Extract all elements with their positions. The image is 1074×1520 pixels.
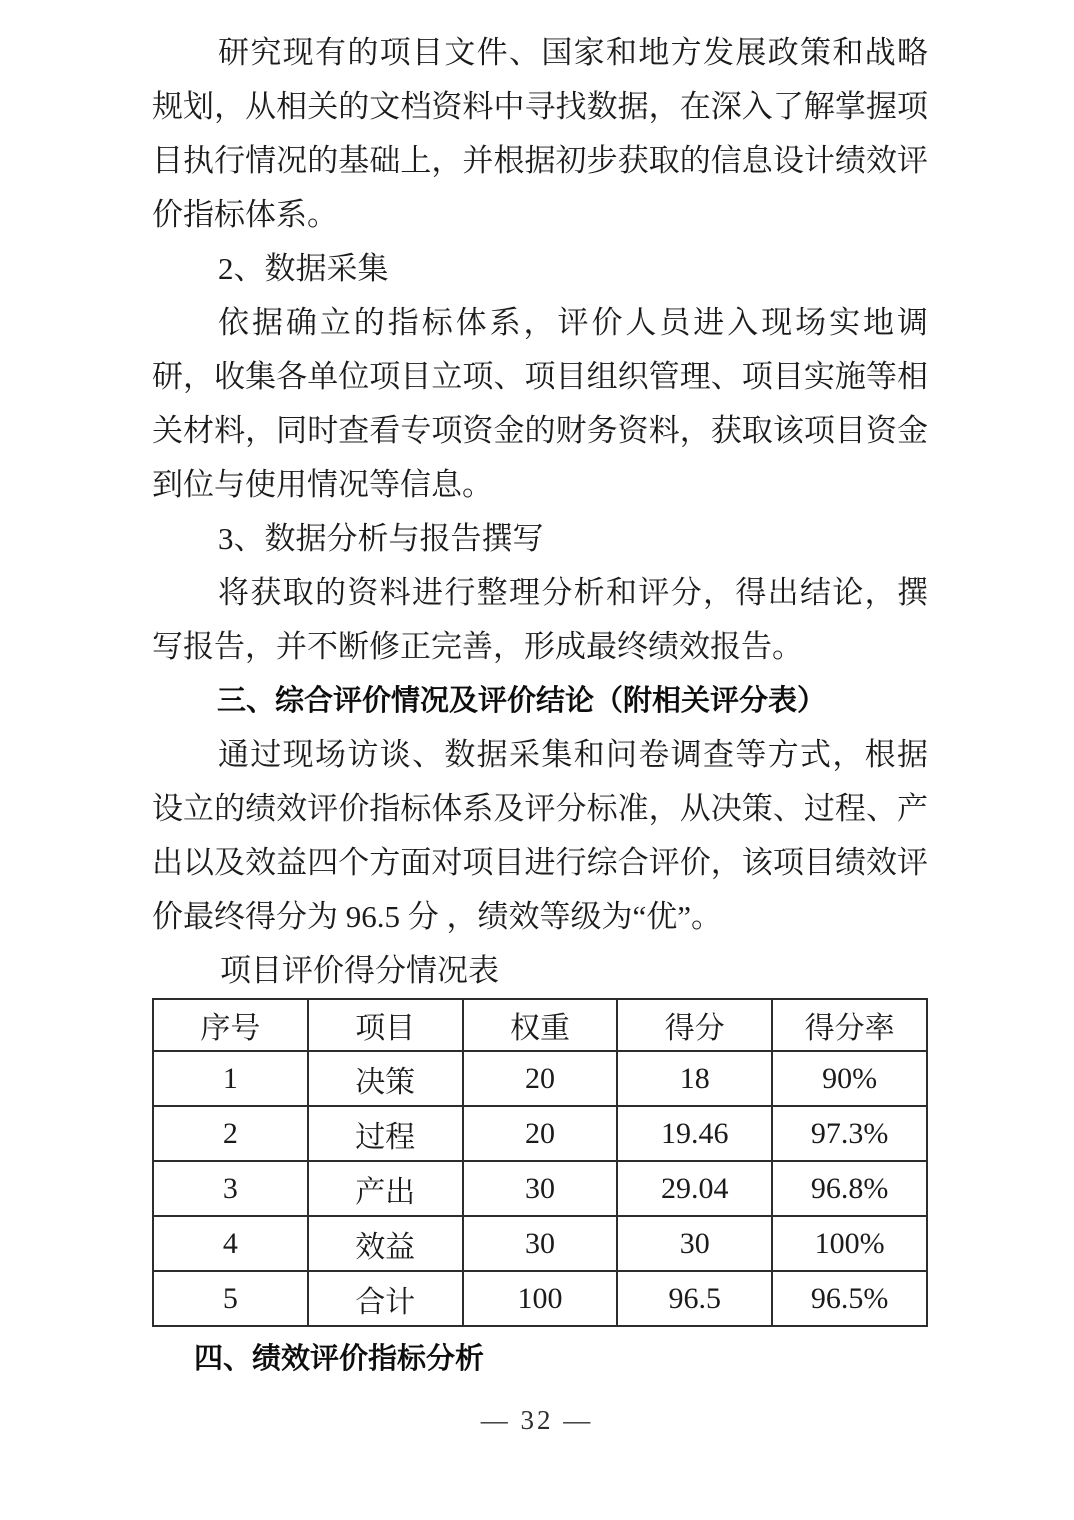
section-4-heading: 四、绩效评价指标分析 [194, 1343, 485, 1375]
page-number: — 32 — [480, 1405, 594, 1435]
table-cell: 97.3% [772, 1106, 927, 1161]
table-cell: 20 [463, 1106, 618, 1161]
table-cell: 4 [153, 1216, 308, 1271]
table-cell: 18 [617, 1051, 772, 1106]
table-cell: 效益 [308, 1216, 463, 1271]
section-3-heading: 三、综合评价情况及评价结论（附相关评分表） [217, 685, 827, 717]
table-row-total [153, 1271, 927, 1326]
table-cell: 30 [463, 1216, 618, 1271]
table-cell: 3 [153, 1161, 308, 1216]
paragraph-evaluation-conclusion: 通过现场访谈、数据采集和问卷调查等方式，根据设立的绩效评价指标体系及评分标准，从决策、过程、产出以及效益四个方面对项目进行综合评价，该项目绩效评价最终得分为 96.5 分 ，绩效等级为“优”。 [152, 737, 928, 934]
table-cell: 100 [463, 1271, 618, 1326]
table-cell: 过程 [308, 1106, 463, 1161]
table-cell: 合计 [308, 1271, 463, 1326]
table-row [153, 1161, 927, 1216]
table-header-cell-weight: 权重 [463, 999, 618, 1051]
paragraph-research-method: 研究现有的项目文件、国家和地方发展政策和战略规划，从相关的文档资料中寻找数据，在深入了解掌握项目执行情况的基础上，并根据初步获取的信息设计绩效评价指标体系。 [152, 35, 928, 232]
score-table-caption: 项目评价得分情况表 [220, 953, 499, 988]
table-cell: 30 [463, 1161, 618, 1216]
table-header-cell-score-rate: 得分率 [772, 999, 927, 1051]
table-header-cell-item: 项目 [308, 999, 463, 1051]
table-cell: 20 [463, 1051, 618, 1106]
table-cell: 29.04 [617, 1161, 772, 1216]
table-header-cell-score: 得分 [617, 999, 772, 1051]
paragraph-data-collection: 依据确立的指标体系，评价人员进入现场实地调研，收集各单位项目立项、项目组织管理、项目实施等相关材料，同时查看专项资金的财务资料，获取该项目资金到位与使用情况等信息。 [152, 305, 928, 502]
table-cell: 决策 [308, 1051, 463, 1106]
table-row [153, 1106, 927, 1161]
paragraph-analysis-report: 将获取的资料进行整理分析和评分，得出结论，撰写报告，并不断修正完善，形成最终绩效报告。 [152, 575, 928, 664]
table-cell: 5 [153, 1271, 308, 1326]
table-header-cell-index: 序号 [153, 999, 308, 1051]
table-cell: 30 [617, 1216, 772, 1271]
table-row [153, 1051, 927, 1106]
step-2-title: 2、数据采集 [218, 251, 389, 286]
table-cell: 2 [153, 1106, 308, 1161]
table-cell: 100% [772, 1216, 927, 1271]
table-cell: 96.5% [772, 1271, 927, 1326]
table-cell: 产出 [308, 1161, 463, 1216]
table-header-row [153, 999, 927, 1051]
table-cell: 1 [153, 1051, 308, 1106]
table-cell: 96.5 [617, 1271, 772, 1326]
table-cell: 96.8% [772, 1161, 927, 1216]
step-3-title: 3、数据分析与报告撰写 [218, 521, 544, 556]
score-table [152, 998, 928, 1327]
table-row [153, 1216, 927, 1271]
table-cell: 90% [772, 1051, 927, 1106]
table-cell: 19.46 [617, 1106, 772, 1161]
